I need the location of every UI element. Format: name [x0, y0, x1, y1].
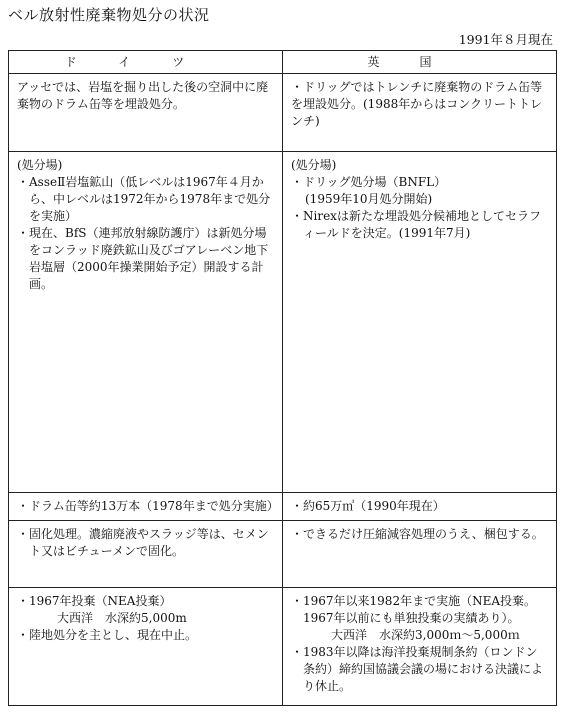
bullet-item: ・ できるだけ圧縮減容処理のうえ、梱包する。	[291, 526, 548, 543]
cell-text: アッセでは、岩塩を掘り出した後の空洞中に廃棄物のドラム缶等を埋設処分。	[17, 80, 269, 112]
table-row	[9, 521, 557, 588]
table-cell-germany	[9, 492, 283, 520]
bullet-subtext: 大西洋 水深約3,000ｍ～5,000ｍ	[331, 628, 520, 643]
table-cell-uk	[283, 492, 557, 520]
bullet-item: ・ Nirexは新たな埋設処分候補地としてセラフィールドを決定。(1991年7月)	[291, 208, 548, 242]
bullet-item: ・ ドリッグ処分場（BNFL）	[291, 174, 548, 191]
table-cell-uk	[283, 151, 557, 492]
table-cell-germany	[9, 521, 283, 588]
status-date: 1991年８月現在	[458, 32, 553, 47]
bullet-item: ・ 1967年以来1982年まで実施（NEA投棄。1967年以前にも単独投棄の実績あり）。	[291, 593, 548, 627]
bullet-item: ・ 約65万㎥（1990年現在）	[291, 498, 548, 515]
table-header-row	[9, 51, 557, 74]
table-row	[9, 588, 557, 706]
page-title: ベル放射性廃棄物処分の状況	[8, 6, 210, 24]
table-cell-germany	[9, 74, 283, 152]
table-cell-germany	[9, 151, 283, 492]
bullet-item: ・ AsseⅡ岩塩鉱山（低レベルは1967年４月から、中レベルは1972年から1978年まで処分を実施）	[17, 174, 274, 225]
section-heading: (処分場)	[291, 157, 337, 172]
table-row	[9, 492, 557, 520]
bullet-item: ・ 固化処理。濃縮廃液やスラッジ等は、セメント又はビチューメンで固化。	[17, 526, 274, 560]
column-header-germany: ドイツ	[9, 51, 283, 74]
table-cell-uk	[283, 74, 557, 152]
bullet-item: ・ 1983年以降は海洋投棄規制条約（ロンドン条約）締約国協議会議の場における決議により休止。	[291, 644, 548, 695]
bullet-item: ・ 1967年投棄（NEA投棄）	[17, 593, 274, 610]
table-cell-germany	[9, 588, 283, 706]
bullet-item: ・ 現在、BfS（連邦放射線防護庁）は新処分場をコンラッド廃鉄鉱山及びゴアレーベン地下岩塩層（2000年操業開始予定）開設する計画。	[17, 225, 274, 293]
table-cell-uk	[283, 588, 557, 706]
column-header-uk: 英国	[283, 51, 557, 74]
bullet-subtext: (1959年10月処分開始)	[305, 191, 433, 206]
table-cell-uk	[283, 521, 557, 588]
comparison-table	[8, 50, 557, 706]
table-row	[9, 74, 557, 152]
section-heading: (処分場)	[17, 157, 63, 172]
bullet-item: ・ ドラム缶等約13万本（1978年まで処分実施）	[17, 498, 274, 515]
table-row	[9, 151, 557, 492]
bullet-subtext: 大西洋 水深約5,000m	[57, 611, 187, 626]
bullet-item: ・ 陸地処分を主とし、現在中止。	[17, 627, 274, 644]
cell-text: ・ドリッグではトレンチに廃棄物のドラム缶等を埋設処分。(1988年からはコンクリートトレンチ)	[291, 80, 543, 129]
